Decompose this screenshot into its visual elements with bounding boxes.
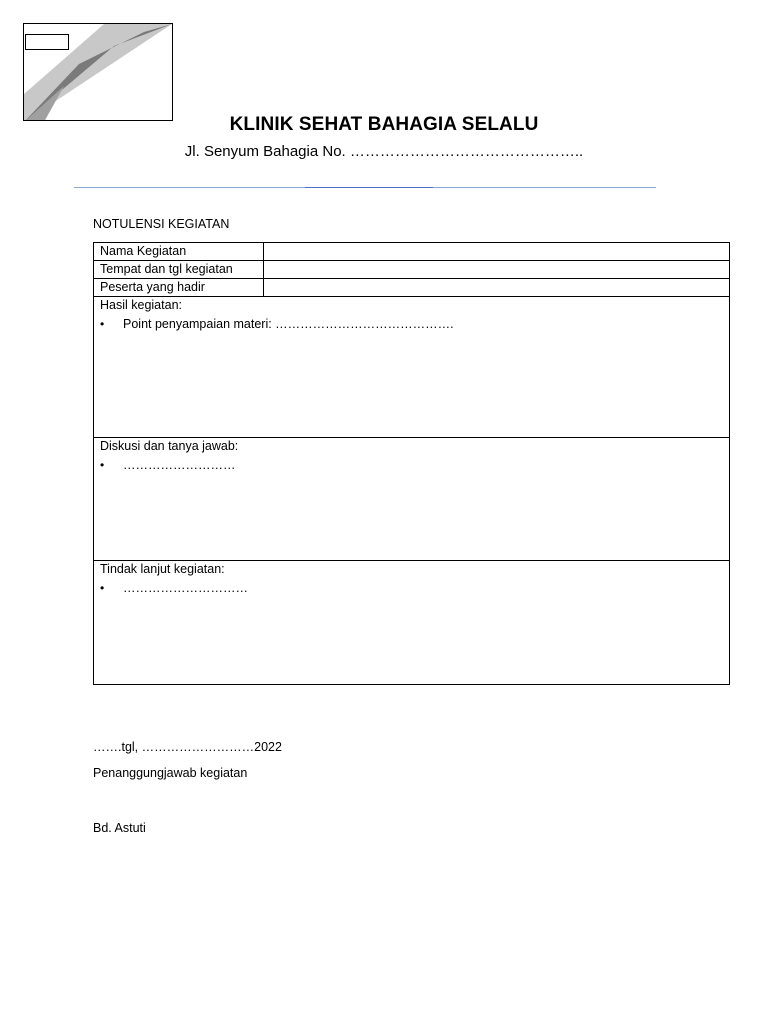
row-label: Peserta yang hadir bbox=[94, 279, 264, 297]
table-row bbox=[94, 279, 730, 297]
section-heading: Tindak lanjut kegiatan: bbox=[100, 562, 225, 576]
bullet-icon: • bbox=[100, 317, 105, 331]
bullet-icon: • bbox=[100, 581, 105, 595]
list-item-text: Point penyampaian materi: ……………………………………. bbox=[123, 317, 454, 331]
row-value-field[interactable] bbox=[264, 243, 730, 261]
section-row-hasil bbox=[94, 297, 730, 438]
section-diskusi[interactable] bbox=[94, 438, 730, 561]
section-heading: Hasil kegiatan: bbox=[100, 298, 182, 312]
row-label: Nama Kegiatan bbox=[94, 243, 264, 261]
list-item-text: ………………………… bbox=[123, 581, 248, 595]
logo-placeholder-icon bbox=[23, 23, 173, 121]
bullet-icon: • bbox=[100, 458, 105, 472]
table-row bbox=[94, 261, 730, 279]
section-hasil-kegiatan[interactable] bbox=[94, 297, 730, 438]
list-item bbox=[100, 315, 723, 333]
section-row-tindak-lanjut bbox=[94, 561, 730, 685]
list-item bbox=[100, 456, 723, 474]
list-item-text: ……………………… bbox=[123, 458, 236, 472]
list-item bbox=[100, 579, 723, 597]
minutes-table bbox=[93, 242, 730, 685]
document-title: NOTULENSI KEGIATAN bbox=[93, 217, 230, 231]
section-tindak-lanjut[interactable] bbox=[94, 561, 730, 685]
row-value-field[interactable] bbox=[264, 279, 730, 297]
row-value-field[interactable] bbox=[264, 261, 730, 279]
header-separator-accent bbox=[305, 187, 433, 188]
table-row bbox=[94, 243, 730, 261]
clinic-name: KLINIK SEHAT BAHAGIA SELALU bbox=[229, 114, 539, 135]
section-heading: Diskusi dan tanya jawab: bbox=[100, 439, 239, 453]
section-row-diskusi bbox=[94, 438, 730, 561]
clinic-address: Jl. Senyum Bahagia No. ……………………………………….. bbox=[184, 143, 584, 160]
logo-inner-frame bbox=[25, 34, 69, 50]
row-label: Tempat dan tgl kegiatan bbox=[94, 261, 264, 279]
signature-date: …….tgl, ………………………2022 bbox=[93, 740, 282, 754]
signature-name: Bd. Astuti bbox=[93, 821, 146, 835]
signature-role: Penanggungjawab kegiatan bbox=[93, 766, 248, 780]
